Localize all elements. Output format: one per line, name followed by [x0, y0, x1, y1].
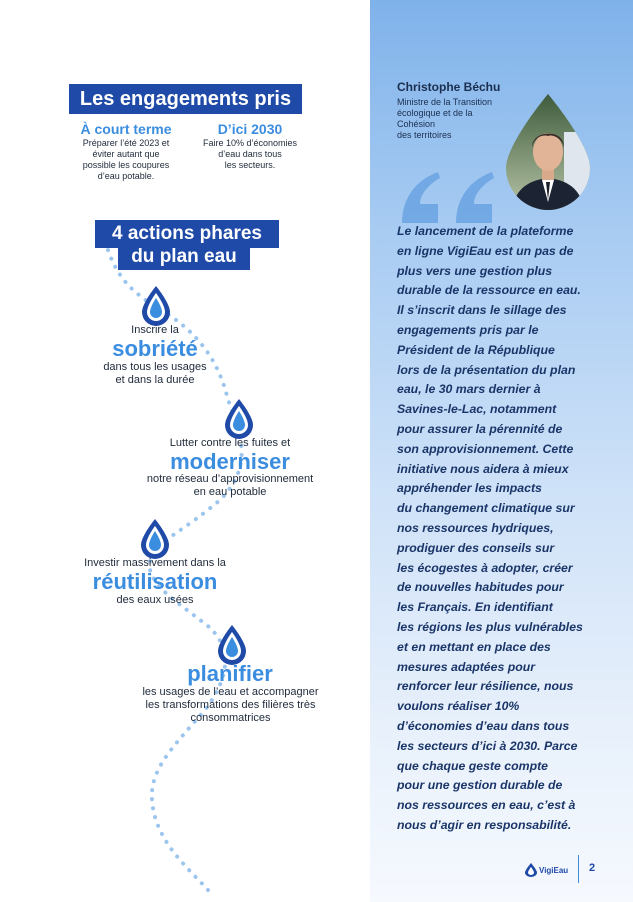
quote-line: Savines-le-Lac, notamment: [397, 402, 557, 417]
quote-line: eau, le 30 mars dernier à: [397, 382, 541, 397]
short-term-heading: À court terme: [80, 121, 172, 137]
action-4-post-line: consommatrices: [190, 712, 271, 724]
author-role-line: écologique et de la: [397, 108, 473, 118]
engagements-title: Les engagements pris: [69, 84, 302, 114]
actions-title-line2: du plan eau: [118, 246, 250, 270]
quote-line: nous d’agir en responsabilité.: [397, 817, 572, 832]
action-4-post: [118, 686, 343, 725]
quote-line: renforcer leur résilience, nous: [397, 679, 574, 694]
author-role-line: Cohésion: [397, 119, 436, 129]
quote-line: pour une gestion durable de: [397, 778, 563, 793]
action-2-pre: Lutter contre les fuites et: [169, 437, 291, 449]
by-2030-line: d’eau dans tous: [218, 149, 282, 159]
quote-line: engagements pris par le: [397, 322, 539, 337]
footer-divider: [578, 855, 579, 883]
action-1-pre: Inscrire la: [131, 324, 179, 336]
action-1-key: sobriété: [112, 336, 198, 361]
water-drop-icon: [140, 285, 172, 327]
quote-line: Il s’inscrit dans le sillage des: [397, 303, 567, 318]
quote-line: les régions les plus vulnérables: [397, 619, 583, 634]
quote-line: Président de la République: [397, 342, 555, 357]
quote-line: les écogestes à adopter, créer: [397, 560, 573, 575]
quote-line: nos ressources en eau, c’est à: [397, 798, 576, 813]
quote-line: que chaque geste compte: [397, 758, 549, 773]
quote-line: Le lancement de la plateforme: [397, 224, 574, 238]
action-3-key: réutilisation: [92, 569, 218, 594]
water-drop-icon: [139, 518, 171, 560]
action-1-post: [70, 361, 240, 387]
action-4-post-line: les usages de l’eau et accompagner: [142, 686, 319, 698]
action-4-key: planifier: [187, 661, 273, 686]
quote-line: initiative nous aidera à mieux: [397, 461, 569, 476]
quote-line: son approvisionnement. Cette: [397, 441, 574, 456]
water-drop-icon: [216, 624, 248, 666]
by-2030-heading: D’ici 2030: [217, 121, 283, 137]
quote-line: d’économies d’eau dans tous: [397, 718, 570, 733]
action-2-key: moderniser: [170, 449, 290, 474]
action-3-pre: Investir massivement dans la: [84, 557, 226, 569]
author-name: Christophe Béchu: [397, 80, 501, 94]
short-term-line: éviter autant que: [92, 149, 160, 159]
by-2030-text: [190, 138, 310, 171]
water-drop-icon: [223, 398, 255, 440]
author-role: [397, 97, 507, 141]
author-role-line: Ministre de la Transition: [397, 97, 493, 107]
logo-text: VigiEau: [539, 865, 569, 875]
quote-line: lors de la présentation du plan: [397, 362, 576, 377]
action-2-post: [120, 473, 340, 499]
action-3-post-line: des eaux usées: [116, 594, 194, 606]
quote-line: les secteurs d’ici à 2030. Parce: [397, 738, 578, 753]
page-number: 2: [589, 862, 596, 874]
action-2-post-line: en eau potable: [193, 486, 267, 498]
quote-line: appréhender les impacts: [397, 481, 542, 496]
short-term-line: Préparer l’été 2023 et: [82, 138, 170, 148]
short-term-text: [67, 138, 185, 182]
quote-text: [397, 222, 597, 836]
quote-line: en ligne VigiEau est un pas de: [397, 243, 574, 258]
action-3-post: [85, 594, 225, 607]
author-role-line: des territoires: [397, 130, 452, 140]
quotation-mark-icon: [398, 168, 518, 228]
actions-title-line1: 4 actions phares: [95, 220, 279, 248]
quote-line: du changement climatique sur: [397, 501, 575, 516]
quote-line: de nouvelles habitudes pour: [397, 580, 564, 595]
by-2030-line: Faire 10% d’économies: [202, 138, 298, 148]
quote-line: et en mettant en place des: [397, 639, 551, 654]
action-2-post-line: notre réseau d’approvisionnement: [146, 473, 314, 485]
action-1-post-line: dans tous les usages: [103, 361, 207, 373]
quote-line: pour assurer la pérennité de: [397, 421, 563, 436]
quote-line: mesures adaptées pour: [397, 659, 536, 674]
by-2030-line: les secteurs.: [224, 160, 276, 170]
quote-line: prodiguer des conseils sur: [397, 540, 555, 555]
quote-line: plus vers une gestion plus: [397, 263, 553, 278]
quote-line: durable de la ressource en eau.: [397, 283, 581, 298]
vigieau-logo: [525, 863, 568, 877]
action-4-post-line: les transformations des filières très: [145, 699, 316, 711]
vigieau-logo-icon: [525, 863, 537, 877]
action-1-post-line: et dans la durée: [115, 374, 195, 386]
quote-line: les Français. En identifiant: [397, 600, 553, 615]
short-term-line: d’eau potable.: [97, 171, 155, 181]
quote-line: nos ressources hydriques,: [397, 520, 554, 535]
short-term-line: possible les coupures: [82, 160, 170, 170]
quote-line: voulons réaliser 10%: [397, 699, 520, 714]
